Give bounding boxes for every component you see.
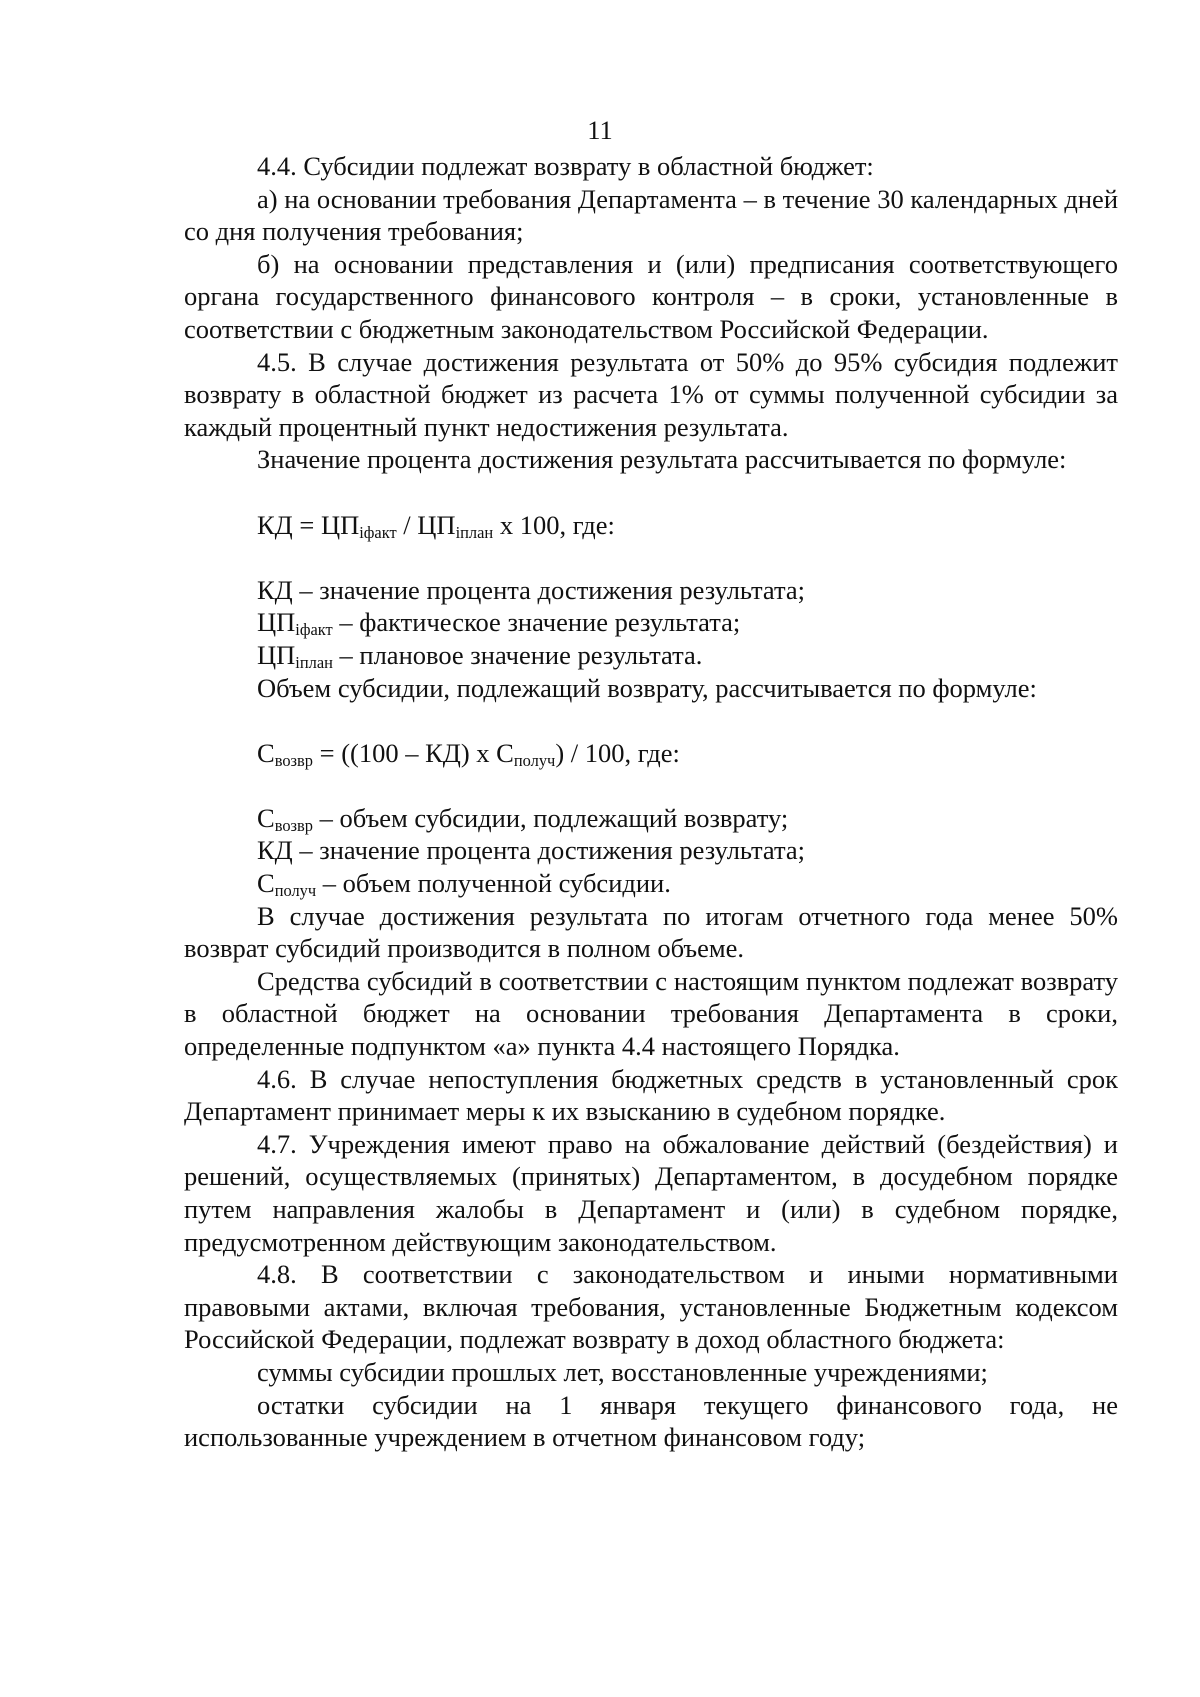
definition-kd-2: КД – значение процента достижения результата; xyxy=(257,835,805,866)
definition-cp-plan: $ЦП_{iплан}$ – плановое значение результата. xyxy=(257,639,703,672)
definition-kd: КД – значение процента достижения результата; xyxy=(257,574,805,605)
paragraph-4-5-value-intro: Значение процента достижения результата рассчитывается по формуле: xyxy=(257,444,1067,475)
formula-kd: КД = $ЦП_{iфакт} / ЦП_{iплан}$ х 100, где: xyxy=(257,509,615,542)
paragraph-4-4-a: а) на основании требования Департамента – в течение 30 календарных дней со дня получения требования; xyxy=(184,183,1118,247)
spacer xyxy=(184,541,1118,574)
paragraph-4-8-rest: остатки субсидии на 1 января текущего финансового года, не использованные учреждением в отчетном финансовом году; xyxy=(184,1389,1118,1453)
paragraph-4-5: 4.5. В случае достижения результата от 50% до 95% субсидия подлежит возврату в областной бюджет из расчета 1% от суммы полученной субсидии за каждый процентный пункт недостижения результата. xyxy=(184,346,1118,442)
paragraph-4-8: 4.8. В соответствии с законодательством и иными нормативными правовыми актами, включая требования, установленные Бюджетным кодексом Российской Федерации, подлежат возврату в доход областного бюджета: xyxy=(184,1259,1118,1355)
definition-c-vozvr: $С_{возвр}$ – объем субсидии, подлежащий возврату; xyxy=(257,802,789,835)
spacer xyxy=(184,476,1118,509)
volume-intro: Объем субсидии, подлежащий возврату, рассчитывается по формуле: xyxy=(257,672,1037,703)
paragraph-4-4-intro: 4.4. Субсидии подлежат возврату в областной бюджет: xyxy=(257,151,874,181)
paragraph-less-50: В случае достижения результата по итогам отчетного года менее 50% возврат субсидий производится в полном объеме. xyxy=(184,900,1118,964)
page-number: 11 xyxy=(587,115,613,145)
paragraph-4-4-b: б) на основании представления и (или) предписания соответствующего органа государственного финансового контроля – в сроки, установленные в соответствии с бюджетным законодательством Российской Федерации. xyxy=(184,248,1118,344)
document-body xyxy=(184,150,1118,1454)
paragraph-4-7: 4.7. Учреждения имеют право на обжалование действий (бездействия) и решений, осуществляемых (принятых) Департаментом, в досудебном порядке путем направления жалобы в Департамент и (или) в судебном порядке, предусмотренном действующим законодательством. xyxy=(184,1128,1118,1257)
formula-return-volume: $С_{возвр} = ((100 - КД)$ х $С_{получ}) / 100$, где: xyxy=(257,737,680,770)
paragraph-4-6: 4.6. В случае непоступления бюджетных средств в установленный срок Департамент принимает меры к их взысканию в судебном порядке. xyxy=(184,1063,1118,1127)
definition-cp-fact: $ЦП_{iфакт}$ – фактическое значение результата; xyxy=(257,607,741,640)
spacer xyxy=(184,769,1118,802)
spacer xyxy=(184,704,1118,737)
paragraph-funds: Средства субсидий в соответствии с настоящим пунктом подлежат возврату в областной бюджет на основании требования Департамента в сроки, определенные подпунктом «а» пункта 4.4 настоящего Порядка. xyxy=(184,965,1118,1062)
paragraph-4-8-sums: суммы субсидии прошлых лет, восстановленные учреждениями; xyxy=(257,1356,988,1387)
definition-c-poluch: $С_{получ}$ – объем полученной субсидии. xyxy=(257,868,671,901)
